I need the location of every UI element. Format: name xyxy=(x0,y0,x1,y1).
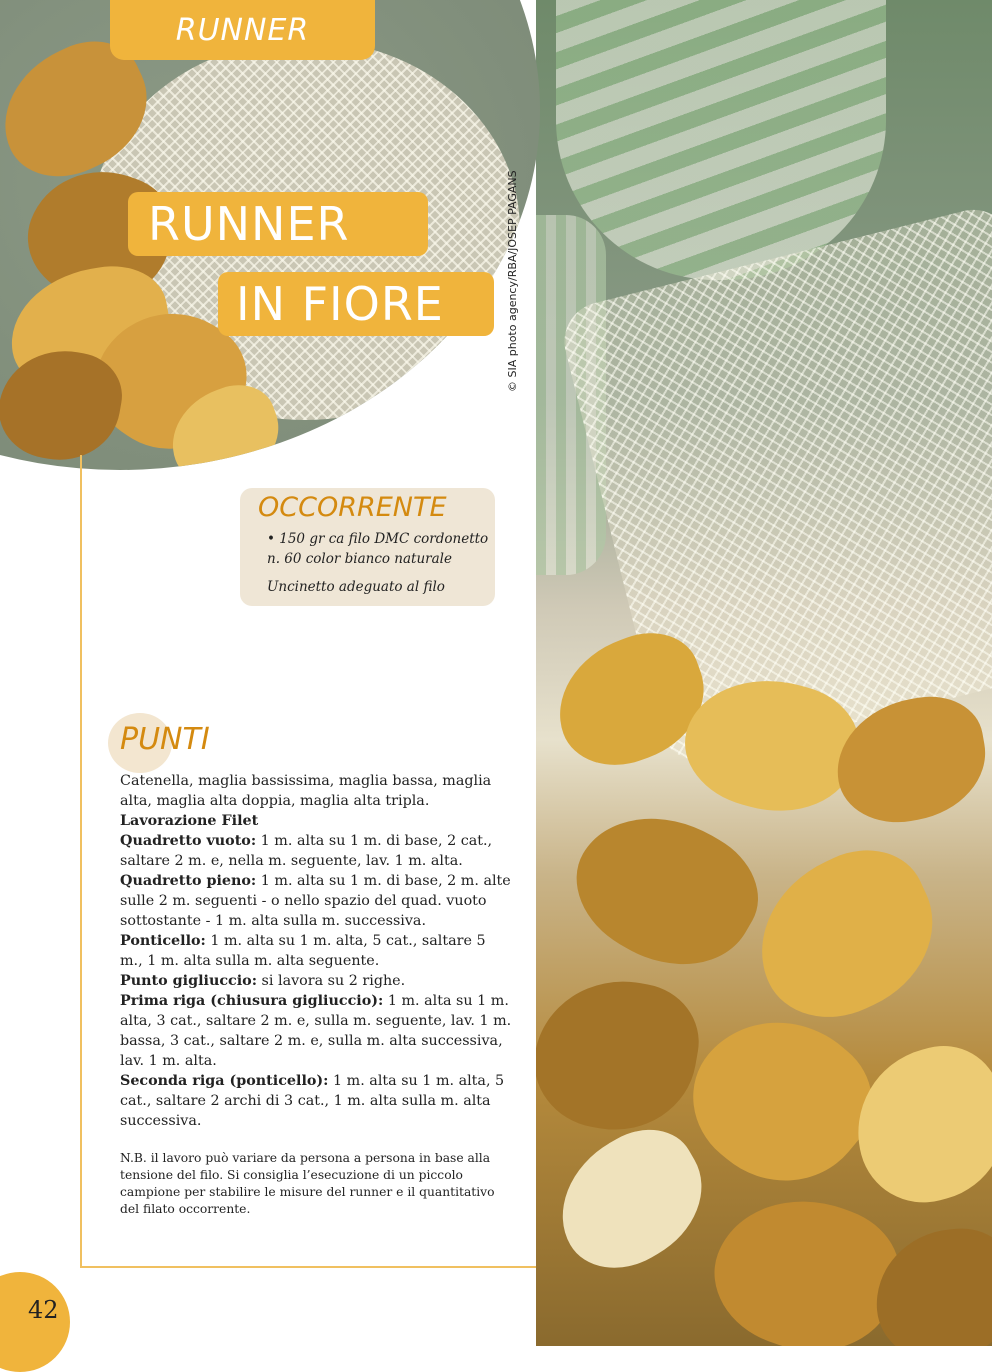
stitch-label: Ponticello: xyxy=(120,933,206,949)
materials-line: Uncinetto adeguato al filo xyxy=(267,579,445,595)
stitch-label: Prima riga (chiusura gigliuccio): xyxy=(120,993,384,1009)
stitch-label: Quadretto pieno: xyxy=(120,873,257,889)
stitch-desc: si lavora su 2 righe. xyxy=(257,973,406,989)
glass-decoration xyxy=(556,0,886,280)
note-text: N.B. il lavoro può variare da persona a persona in base alla tensione del filo. Si consiglia l’esecuzione di un piccolo campione per stabilire le misure del runner e il quantitativo del filato occorrente. xyxy=(120,1151,495,1216)
stitch-desc: 1 m. alta su 1 m. alta, 3 cat., saltare 2 m. e, sulla m. seguente, lav. 1 m. bassa, 3 cat., saltare 2 m. e, sulla m. alta successiva, lav. 1 m. alta. xyxy=(120,993,512,1069)
runner-photo xyxy=(536,0,992,1346)
stitch-item xyxy=(120,831,512,871)
materials-heading: OCCORRENTE xyxy=(258,492,447,523)
stitch-item xyxy=(120,931,512,971)
flower-petal xyxy=(839,1033,992,1217)
flower-petal xyxy=(733,829,960,1041)
photo-credit xyxy=(506,142,530,392)
stitches-text xyxy=(120,771,512,1131)
stitch-item xyxy=(120,871,512,931)
title-text-1: RUNNER xyxy=(148,197,350,251)
stitch-item xyxy=(120,991,512,1071)
stitch-label: Seconda riga (ponticello): xyxy=(120,1073,329,1089)
materials-line: n. 60 color bianco naturale xyxy=(267,551,452,567)
page-number: 42 xyxy=(28,1296,59,1324)
section-tab xyxy=(110,0,375,60)
flower-petal xyxy=(536,967,708,1143)
stitch-label: Quadretto vuoto: xyxy=(120,833,257,849)
section-tab-label: RUNNER xyxy=(175,12,310,48)
title-text-2: IN FIORE xyxy=(236,277,444,331)
stitch-item xyxy=(120,1071,512,1131)
flower-petal xyxy=(536,1111,726,1290)
flower-petal xyxy=(553,784,779,995)
materials-line: • 150 gr ca filo DMC cordonetto xyxy=(267,531,489,547)
materials-box xyxy=(240,488,495,606)
horizontal-divider xyxy=(80,1266,536,1268)
stitch-item xyxy=(120,971,512,991)
stitch-desc: 1 m. alta su 1 m. alta, 5 cat., saltare 5 m., 1 m. alta sulla m. alta seguente. xyxy=(120,933,486,969)
title-line-2 xyxy=(218,272,494,336)
vertical-divider xyxy=(80,455,82,1267)
stitch-label: Punto gigliuccio: xyxy=(120,973,257,989)
stitch-desc: 1 m. alta su 1 m. di base, 2 cat., saltare 2 m. e, nella m. seguente, lav. 1 m. alta. xyxy=(120,833,493,869)
photo-credit-text: © SIA photo agency/RBA/JOSEP PAGANS xyxy=(506,170,519,392)
stitch-desc: 1 m. alta su 1 m. alta, 5 cat., saltare 2 archi di 3 cat., 1 m. alta sulla m. alta successiva. xyxy=(120,1073,505,1129)
stitches-heading: PUNTI xyxy=(120,722,210,757)
page-number-badge xyxy=(0,1272,70,1372)
title-line-1 xyxy=(128,192,428,256)
stitches-intro: Catenella, maglia bassissima, maglia bassa, maglia alta, maglia alta doppia, maglia alta tripla. xyxy=(120,773,492,809)
stitch-desc: 1 m. alta su 1 m. di base, 2 m. alte sulle 2 m. seguenti - o nello spazio del quad. vuoto sottostante - 1 m. alta sulla m. successiva. xyxy=(120,873,511,929)
filet-heading: Lavorazione Filet xyxy=(120,813,259,829)
